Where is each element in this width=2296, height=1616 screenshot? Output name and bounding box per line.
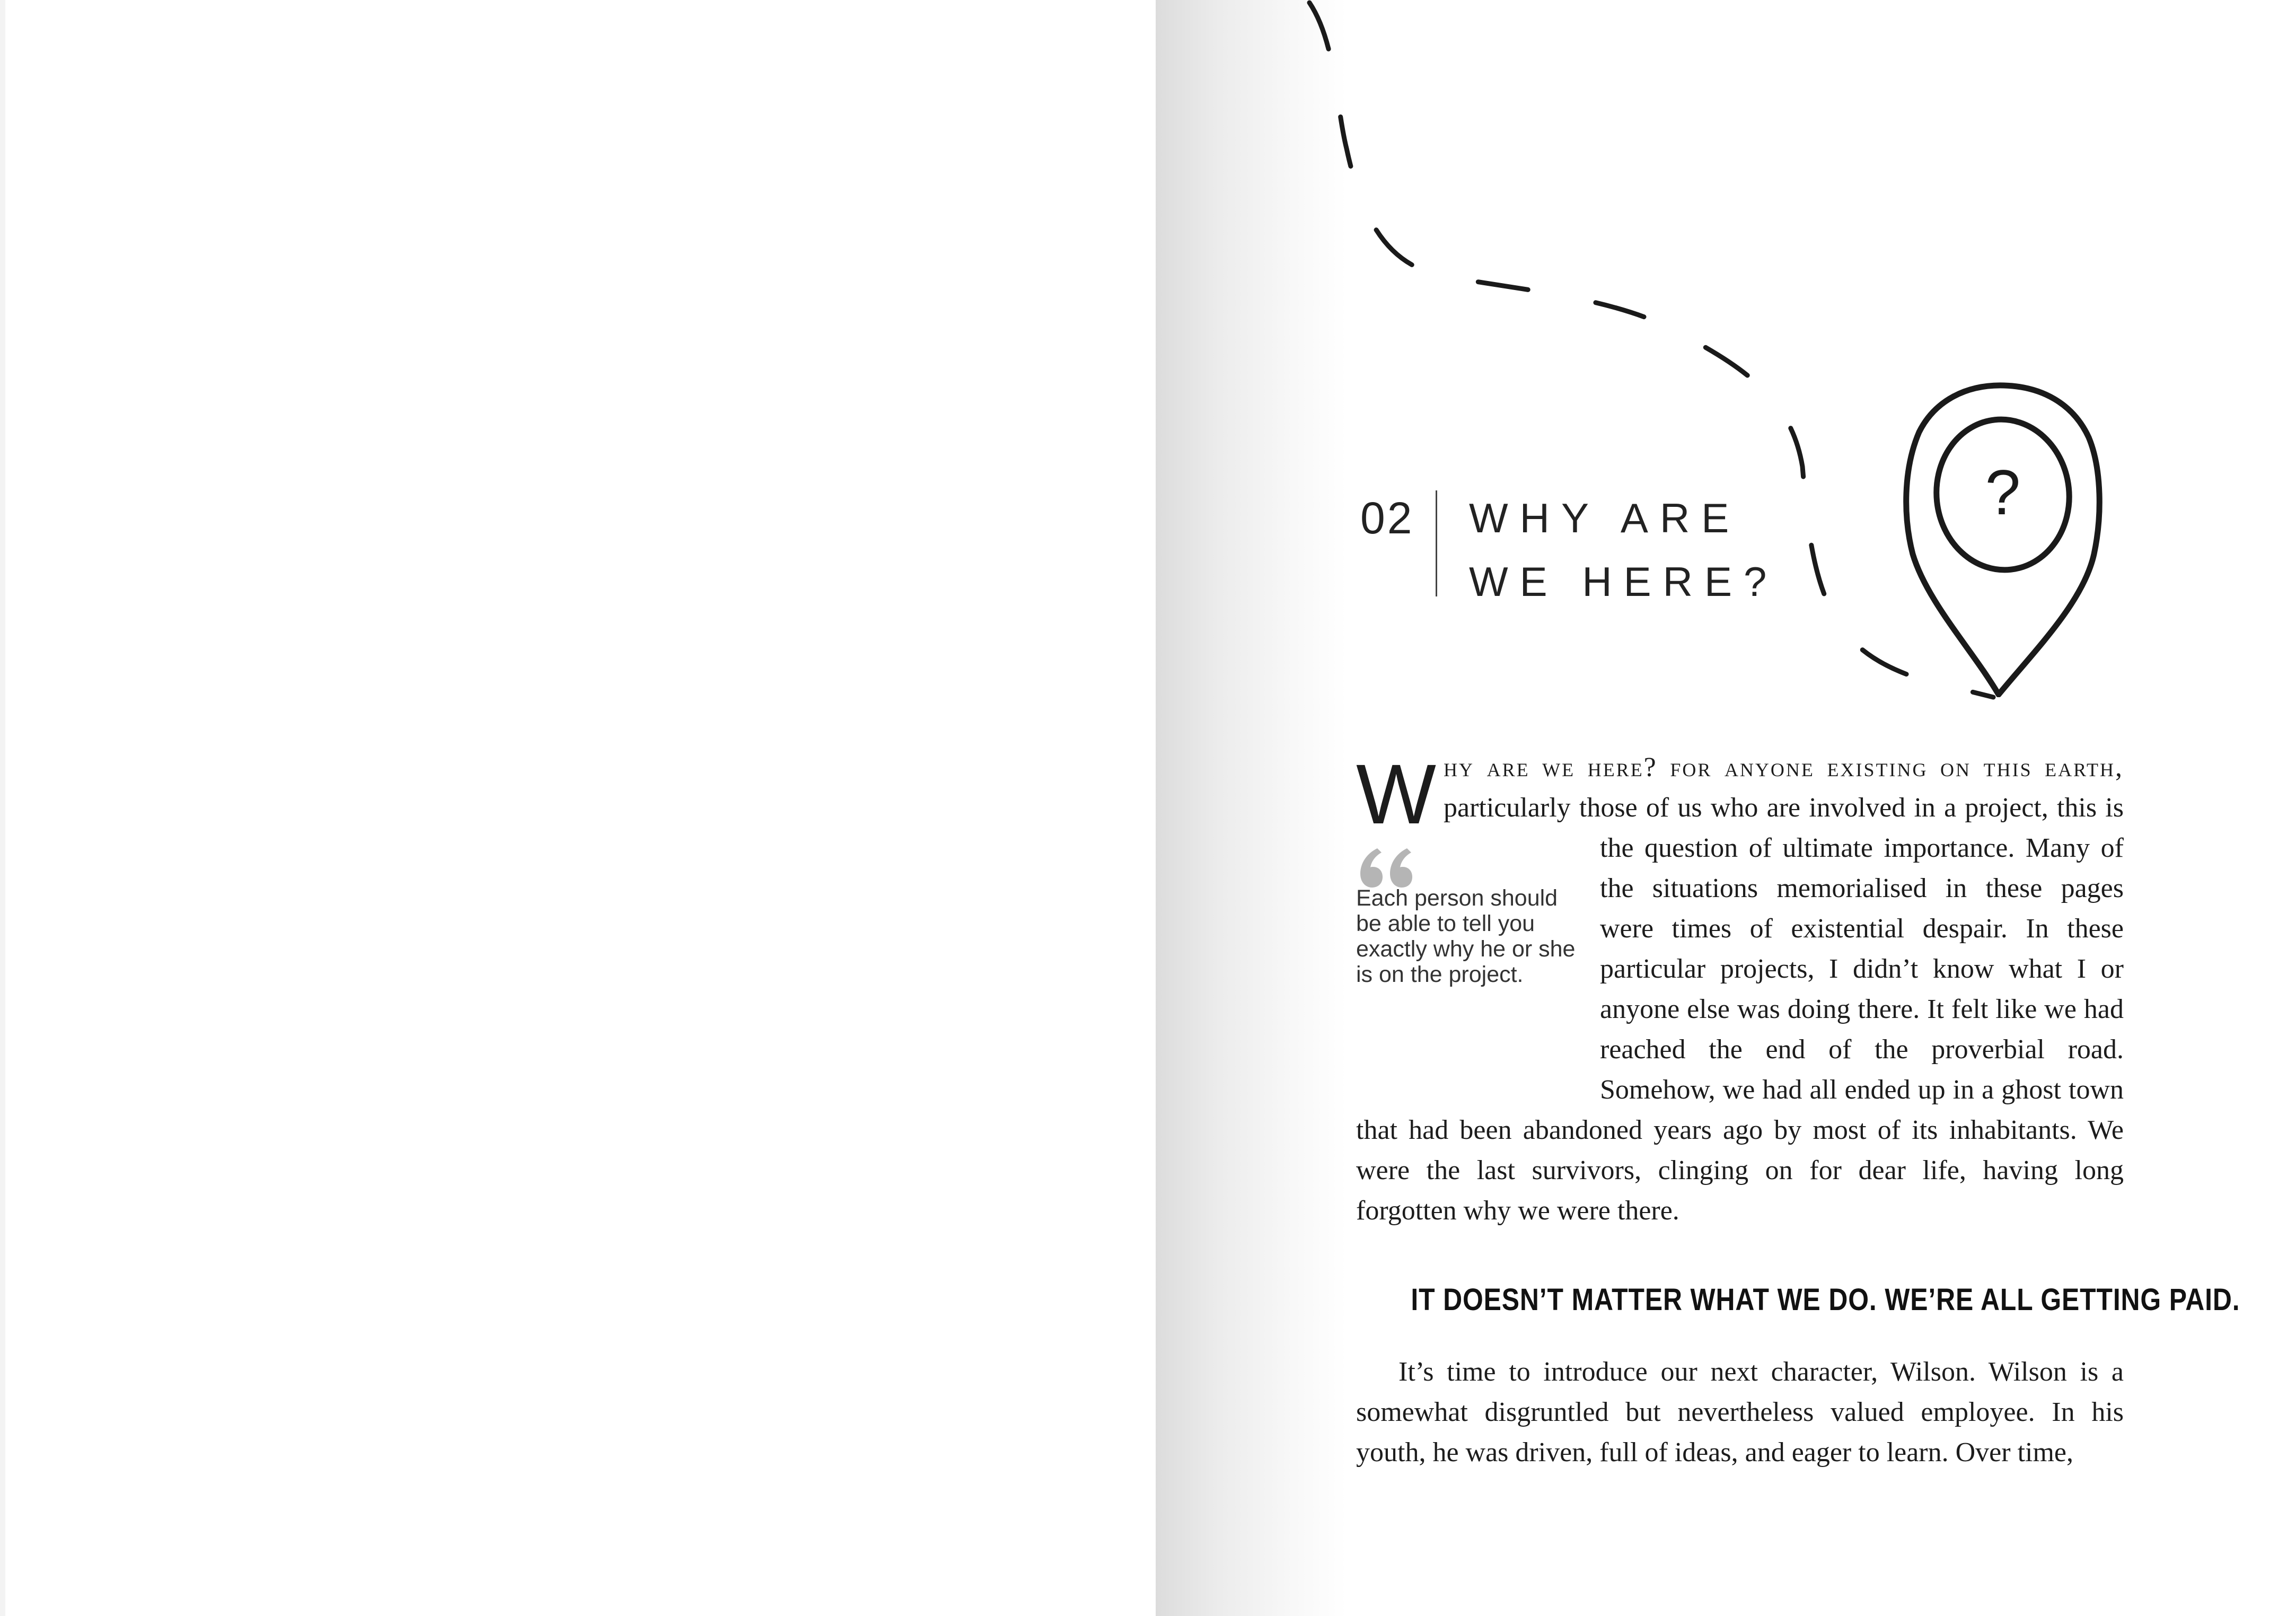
chapter-title — [1469, 486, 1779, 613]
quote-mark-icon — [1356, 843, 1414, 891]
drop-cap: W — [1356, 746, 1437, 841]
chapter-title-line1: WHY ARE — [1469, 495, 1741, 541]
body-text — [1356, 748, 2124, 1231]
section-subheading: IT DOESN’T MATTER WHAT WE DO. WE’RE ALL GETTING PAID. — [1411, 1283, 2240, 1317]
pull-quote — [1356, 843, 1589, 1082]
chapter-number: 02 — [1360, 493, 1414, 543]
paragraph-1 — [1356, 748, 2124, 1231]
paragraph-2: It’s time to introduce our next character, Wilson. Wilson is a somewhat disgruntled but nevertheless valued employee. In his youth, he was driven, full of ideas, and eager to learn. Over time, — [1356, 1357, 2124, 1468]
pin-question-mark: ? — [1985, 457, 2021, 528]
chapter-divider — [1436, 490, 1437, 596]
lead-in-smallcaps: hy are we here? for anyone existing on this earth, — [1444, 752, 2124, 783]
map-pin-question-icon — [1898, 379, 2110, 697]
body-text-2 — [1356, 1352, 2124, 1473]
paragraph-1-body: particularly those of us who are involved in a project, this is the question of ultimate importance. Many of the situations memorialised in these pages were times of existential despair. In these particular projects, I didn’t know what I or anyone else was doing there. It felt like we had reached the end of the proverbial road. Somehow, we had all ended up in a ghost town that had been abandoned years ago by most of its inhabitants. We were the last survivors, clinging on for dear life, having long forgotten why we were there. — [1356, 793, 2124, 1226]
chapter-title-line2: WE HERE? — [1469, 558, 1779, 605]
pull-quote-text: Each person should be able to tell you exactly why he or she is on the project. — [1356, 885, 1576, 987]
